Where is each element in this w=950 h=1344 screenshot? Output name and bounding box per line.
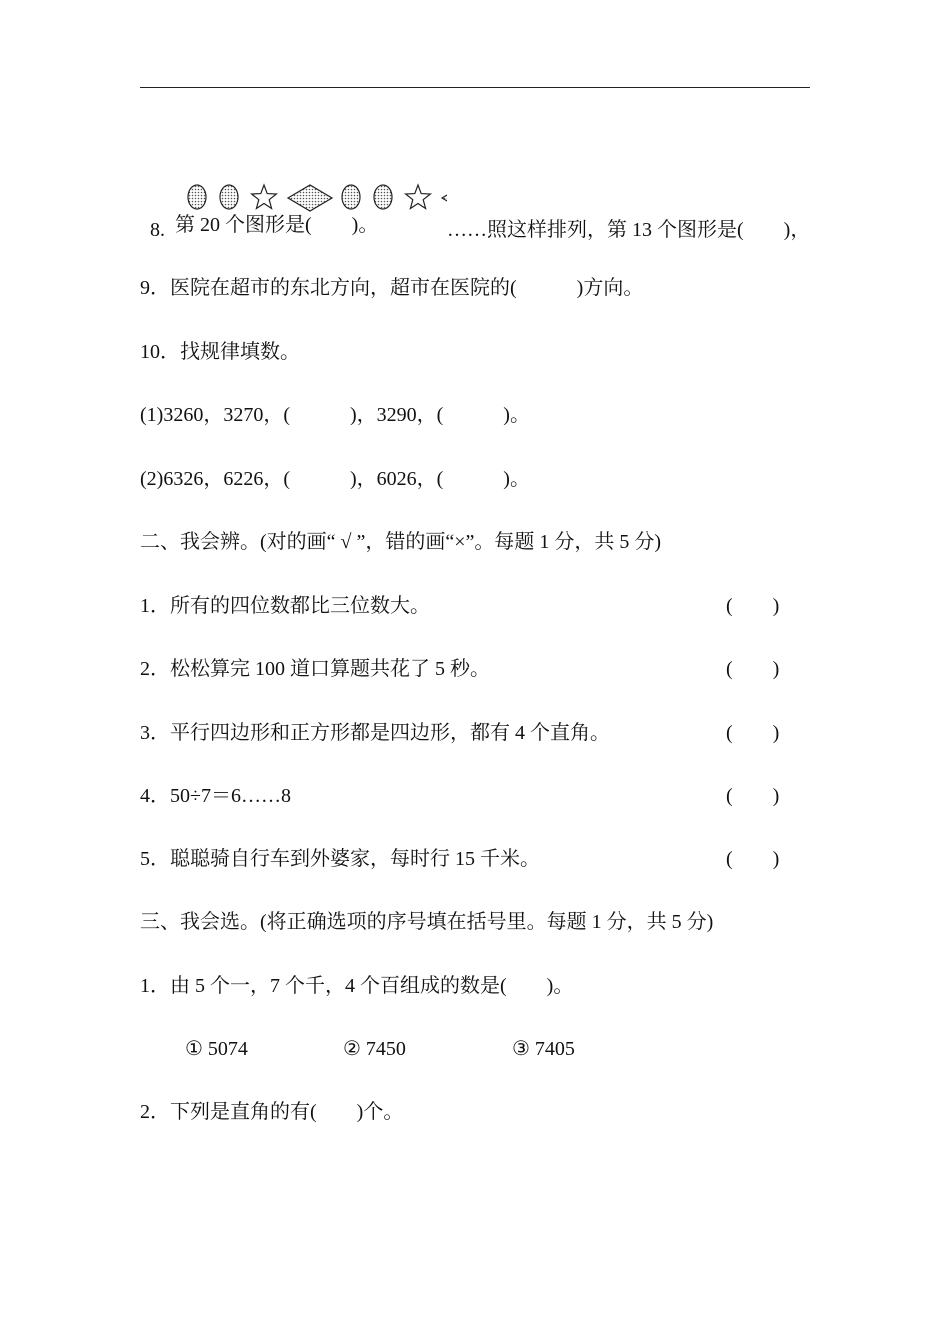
star-shape-7 [406,185,431,209]
star-shape-3 [252,185,277,209]
choice-option-1: ① 5074 [185,1038,248,1060]
question-10-title: 10．找规律填数。 [140,341,300,363]
section-3-title: 三、我会选。(将正确选项的序号填在括号里。每题 1 分，共 5 分) [140,911,714,933]
judge-item-4: 4．50÷7＝6……8 [140,785,291,807]
answer-bracket-3: ( ) [726,722,780,744]
question-10-part-1: (1)3260，3270，( )，3290，( )。 [140,404,530,426]
answer-bracket-2: ( ) [726,658,780,680]
question-9: 9．医院在超市的东北方向，超市在医院的( )方向。 [140,277,644,299]
oval-shape-6 [374,185,392,209]
pattern-shapes-figure [185,182,447,216]
judge-item-3: 3．平行四边形和正方形都是四边形，都有 4 个直角。 [140,722,610,744]
diamond-shape-4 [288,185,332,211]
oval-shape-5 [342,185,360,209]
section-2-title: 二、我会辨。(对的画“ √ ”，错的画“×”。每题 1 分，共 5 分) [140,531,662,553]
header-rule [140,87,810,88]
judge-item-1: 1．所有的四位数都比三位数大。 [140,595,430,617]
question-10-part-2: (2)6326，6226，( )，6026，( )。 [140,468,530,490]
choice-option-2: ② 7450 [343,1038,406,1060]
answer-bracket-1: ( ) [726,595,780,617]
choice-question-1: 1．由 5 个一，7 个千，4 个百组成的数是( )。 [140,975,574,997]
oval-shape-1 [188,185,206,209]
answer-bracket-4: ( ) [726,785,780,807]
oval-shape-2 [220,185,238,209]
choice-option-3: ③ 7405 [512,1038,575,1060]
judge-item-5: 5．聪聪骑自行车到外婆家，每时行 15 千米。 [140,848,540,870]
answer-bracket-5: ( ) [726,848,780,870]
diamond-shape-8 [442,185,447,211]
choice-question-2: 2．下列是直角的有( )个。 [140,1101,404,1123]
question-8-number: 8. [150,219,165,241]
judge-item-2: 2．松松算完 100 道口算题共花了 5 秒。 [140,658,490,680]
question-8-line-2: 第 20 个图形是( )。 [175,214,379,236]
question-8-text-1: ……照这样排列，第 13 个图形是( )， [447,219,811,241]
